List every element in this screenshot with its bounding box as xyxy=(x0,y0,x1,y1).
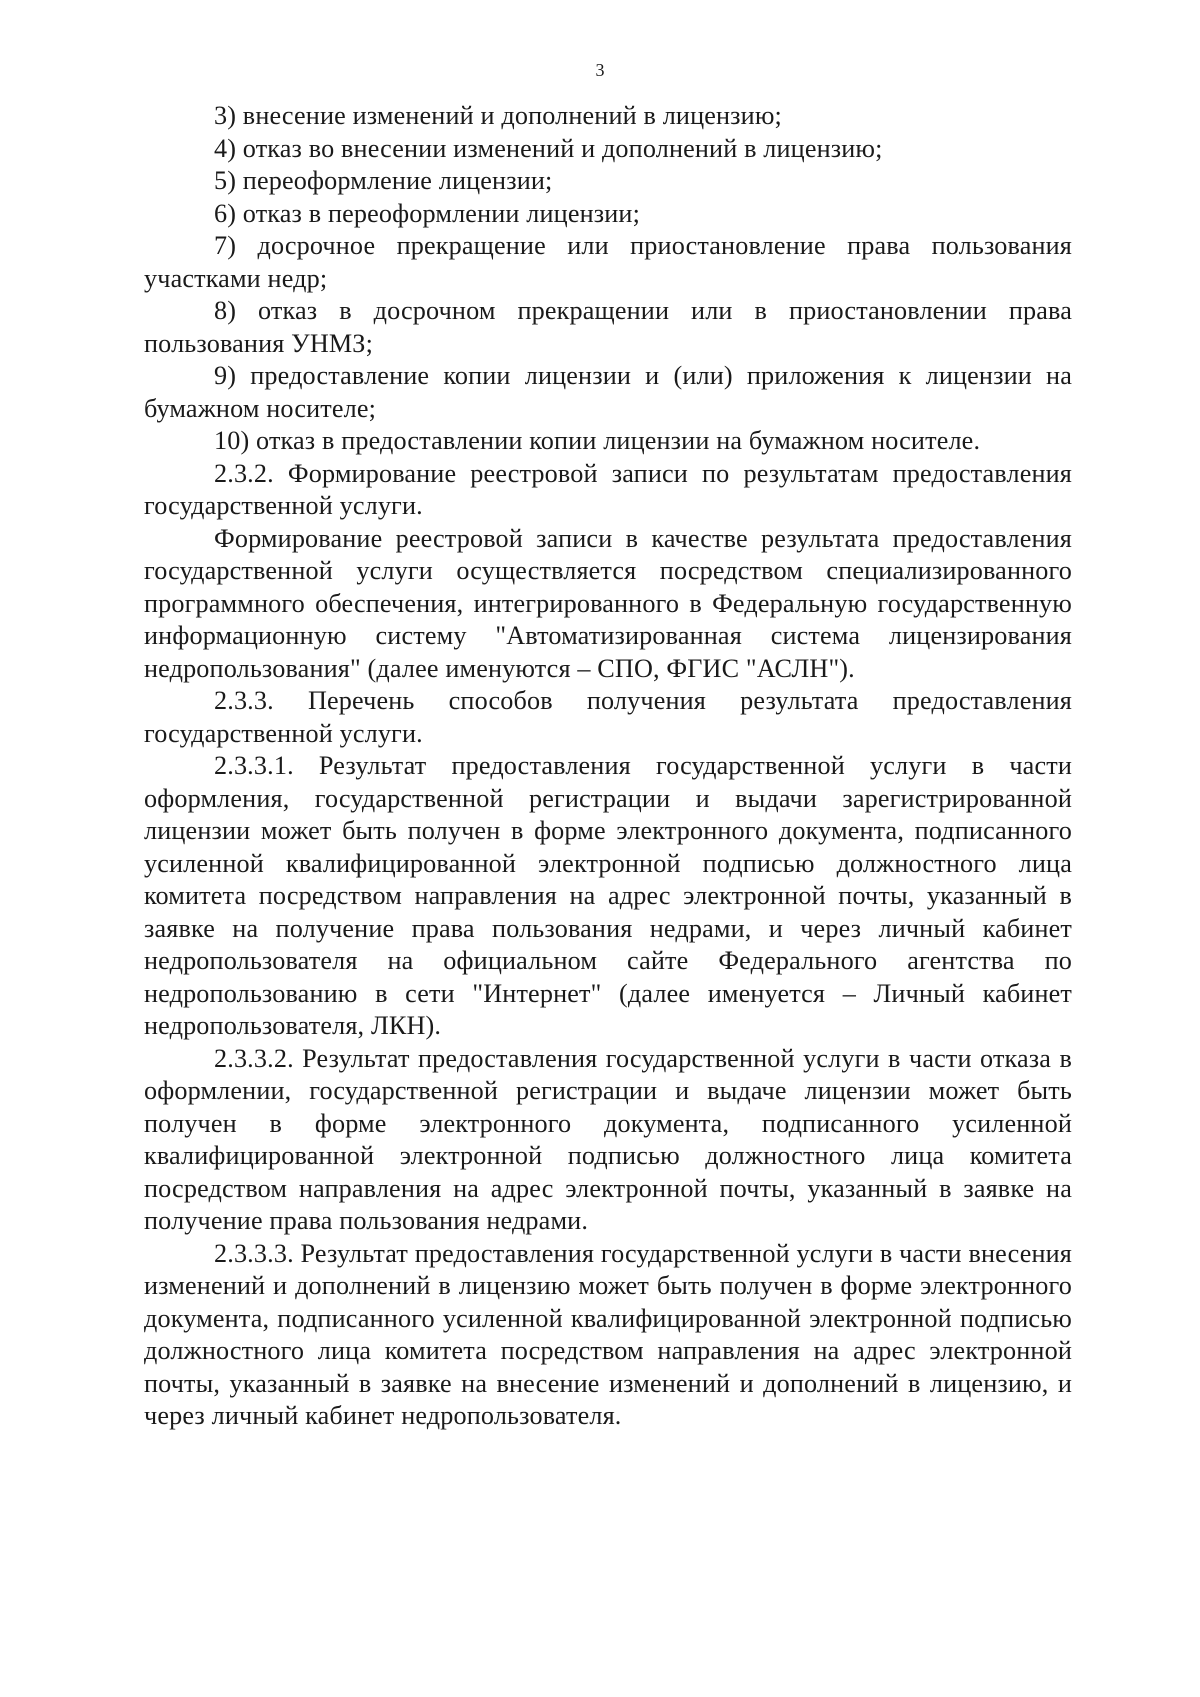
list-item-5: 5) переоформление лицензии; xyxy=(214,166,553,195)
section-2-3-3-1: 2.3.3.1. Результат предоставления государственной услуги в части оформления, государственной регистрации и выдачи зарегистрированной лицензии может быть получен в форме электронного документа, подписанного усиленной квалифицированной электронной подписью должностного лица комитета посредством направления на адрес электронной почты, указанный в заявке на получение права пользования недрами, и через личный кабинет недропользователя на официальном сайте Федерального агентства по недропользованию в сети "Интернет" (далее именуется – Личный кабинет недропользователя, ЛКН). xyxy=(144,751,1072,1040)
list-item-4: 4) отказ во внесении изменений и дополнений в лицензию; xyxy=(214,133,883,163)
list-item-9: 9) предоставление копии лицензии и (или) приложения к лицензии на бумажном носителе; xyxy=(144,361,1072,423)
list-item-3: 3) внесение изменений и дополнений в лицензию; xyxy=(214,101,782,130)
list-item-7: 7) досрочное прекращение или приостановление права пользования участками недр; xyxy=(144,231,1072,293)
document-body xyxy=(144,100,1072,1433)
list-item-10: 10) отказ в предоставлении копии лицензии на бумажном носителе. xyxy=(214,426,981,455)
section-2-3-2: 2.3.2. Формирование реестровой записи по результатам предоставления государственной услуги. xyxy=(144,458,1072,520)
list-item-8: 8) отказ в досрочном прекращении или в приостановлении права пользования УНМЗ; xyxy=(144,296,1072,358)
list-item-6: 6) отказ в переоформлении лицензии; xyxy=(214,198,641,228)
section-2-3-3-2: 2.3.3.2. Результат предоставления государственной услуги в части отказа в оформлении, государственной регистрации и выдаче лицензии может быть получен в форме электронного документа, подписанного усиленной квалифицированной электронной подписью должностного лица комитета посредством направления на адрес электронной почты, указанный в заявке на получение права пользования недрами. xyxy=(144,1043,1072,1235)
section-2-3-3-3: 2.3.3.3. Результат предоставления государственной услуги в части внесения изменений и дополнений в лицензию может быть получен в форме электронного документа, подписанного усиленной квалифицированной электронной подписью должностного лица комитета посредством направления на адрес электронной почты, указанный в заявке на внесение изменений и дополнений в лицензию, и через личный кабинет недропользователя. xyxy=(144,1238,1072,1430)
page-number: 3 xyxy=(595,60,605,80)
section-2-3-2-body: Формирование реестровой записи в качестве результата предоставления государственной услуги осуществляется посредством специализированного программного обеспечения, интегрированного в Федеральную государственную информационную систему "Автоматизированная система лицензирования недропользования" (далее именуются – СПО, ФГИС "АСЛН"). xyxy=(144,523,1072,683)
section-2-3-3: 2.3.3. Перечень способов получения результата предоставления государственной услуги. xyxy=(144,686,1072,748)
